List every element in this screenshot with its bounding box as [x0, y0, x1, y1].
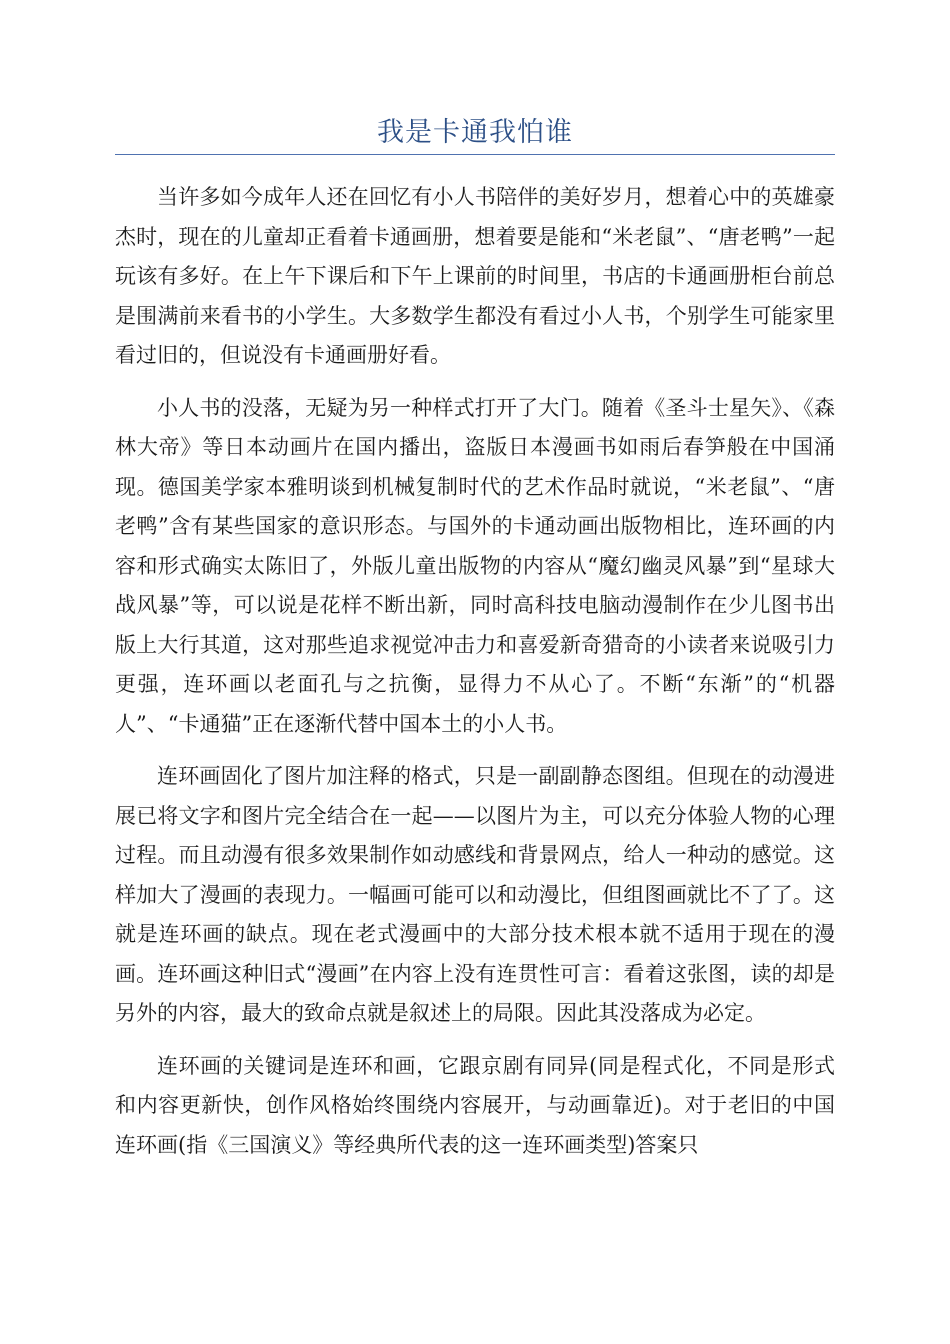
paragraph-1: 当许多如今成年人还在回忆有小人书陪伴的美好岁月，想着心中的英雄豪杰时，现在的儿童却正看着卡通画册，想着要是能和“米老鼠”、“唐老鸭”一起玩该有多好。在上午下课后和下午上课前的时间里，书店的卡通画册柜台前总是围满前来看书的小学生。大多数学生都没有看过小人书，个别学生可能家里看过旧的，但说没有卡通画册好看。 [115, 185, 835, 367]
paragraph-3: 连环画固化了图片加注释的格式，只是一副副静态图组。但现在的动漫进展已将文字和图片完全结合在一起——以图片为主，可以充分体验人物的心理过程。而且动漫有很多效果制作如动感线和背景网点，给人一种动的感觉。这样加大了漫画的表现力。一幅画可能可以和动漫比，但组图画就比不了了。这就是连环画的缺点。现在老式漫画中的大部分技术根本就不适用于现在的漫画。连环画这种旧式“漫画”在内容上没有连贯性可言：看着这张图，读的却是另外的内容，最大的致命点就是叙述上的局限。因此其没落成为必定。 [115, 764, 835, 1025]
title-underline [115, 154, 835, 155]
paragraph-2: 小人书的没落，无疑为另一种样式打开了大门。随着《圣斗士星矢》、《森林大帝》等日本动画片在国内播出，盗版日本漫画书如雨后春笋般在中国涌现。德国美学家本雅明谈到机械复制时代的艺术作品时就说，“米老鼠”、“唐老鸭”含有某些国家的意识形态。与国外的卡通动画出版物相比，连环画的内容和形式确实太陈旧了，外版儿童出版物的内容从“魔幻幽灵风暴”到“星球大战风暴”等，可以说是花样不断出新，同时高科技电脑动漫制作在少儿图书出版上大行其道，这对那些追求视觉冲击力和喜爱新奇猎奇的小读者来说吸引力更强，连环画以老面孔与之抗衡，显得力不从心了。不断“东渐”的“机器人”、“卡通猫”正在逐渐代替中国本土的小人书。 [115, 395, 835, 736]
document-page [115, 0, 835, 1178]
document-title: 我是卡通我怕谁 [377, 117, 573, 148]
paragraph-4: 连环画的关键词是连环和画，它跟京剧有同异(同是程式化，不同是形式和内容更新快，创作风格始终围绕内容展开，与动画靠近)。对于老旧的中国连环画(指《三国演义》等经典所代表的这一连环画类型)答案只 [115, 1053, 835, 1157]
